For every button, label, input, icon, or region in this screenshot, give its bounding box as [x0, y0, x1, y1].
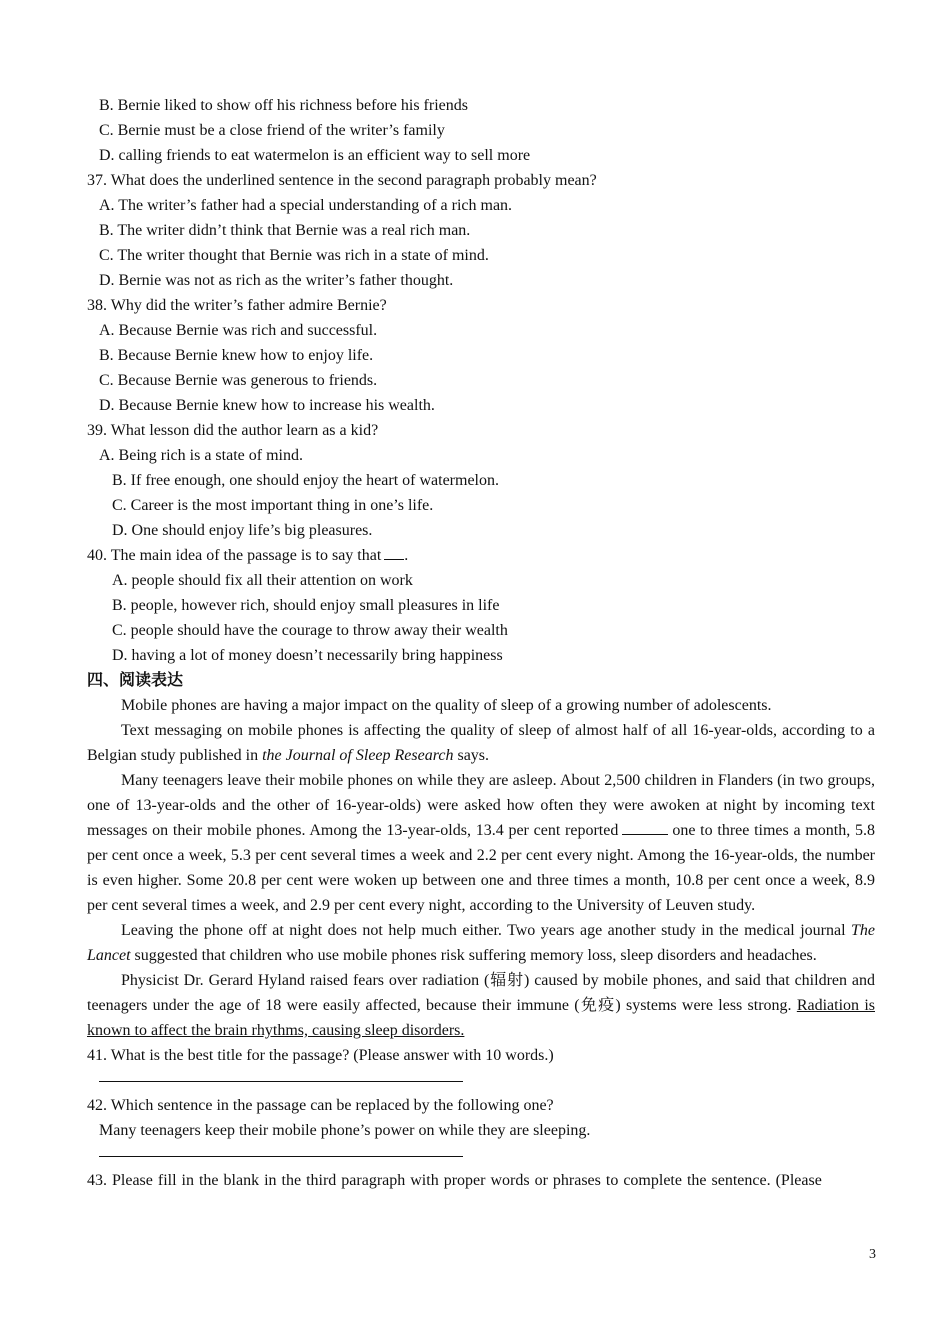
paragraph-4-text: Leaving the phone off at night does not help much either. Two years age another study in the medical journal: [121, 922, 851, 939]
document-page: [87, 93, 875, 1193]
passage-paragraph-2: [87, 718, 875, 768]
q40-question-end: .: [404, 547, 409, 564]
journal-title: the Journal of Sleep Research: [262, 747, 454, 764]
passage-paragraph-4: [87, 918, 875, 968]
passage-paragraph-3: [87, 768, 875, 918]
q40-option-b: B. people, however rich, should enjoy small pleasures in life: [112, 597, 500, 614]
q40-blank: [384, 545, 404, 560]
q37-question: 37. What does the underlined sentence in the second paragraph probably mean?: [87, 172, 597, 189]
q36-option-b: B. Bernie liked to show off his richness before his friends: [99, 97, 468, 114]
q38-option-a: A. Because Bernie was rich and successful.: [99, 322, 378, 339]
q36-option-c: C. Bernie must be a close friend of the writer’s family: [99, 122, 445, 139]
q38-option-c: C. Because Bernie was generous to friends.: [99, 372, 378, 389]
journal-title-lancet: The Lancet: [87, 922, 875, 964]
q40-option-c: C. people should have the courage to throw away their wealth: [112, 622, 508, 639]
paragraph-3-text: Many teenagers leave their mobile phones on while they are asleep. About 2,500 children in Flanders (in two groups, one of 13-year-olds and the other of 16-year-olds) were asked how often they were awoken at night by incoming text messages on their mobile phones. Among the 13-year-olds, 13.4 per cent reported: [87, 772, 875, 839]
paragraph-2-text: Text messaging on mobile phones is affecting the quality of sleep of almost half of all 16-year-olds, according to a Belgian study published in: [87, 722, 875, 764]
q37-option-a: A. The writer’s father had a special understanding of a rich man.: [99, 197, 513, 214]
q38-option-d: D. Because Bernie knew how to increase his wealth.: [99, 397, 435, 414]
q39-option-b: B. If free enough, one should enjoy the heart of watermelon.: [112, 472, 499, 489]
paragraph-4-text-end: suggested that children who use mobile phones risk suffering memory loss, sleep disorders and headaches.: [130, 947, 817, 964]
q42-question: 42. Which sentence in the passage can be replaced by the following one?: [87, 1097, 554, 1114]
q40-option-a: A. people should fix all their attention on work: [112, 572, 413, 589]
section-heading: 四、阅读表达: [87, 672, 184, 689]
q42-sentence: Many teenagers keep their mobile phone’s power on while they are sleeping.: [99, 1122, 591, 1139]
q38-option-b: B. Because Bernie knew how to enjoy life.: [99, 347, 374, 364]
q40-question-text: 40. The main idea of the passage is to say that: [87, 547, 382, 564]
fill-in-blank: [622, 820, 668, 835]
q37-option-b: B. The writer didn’t think that Bernie was a real rich man.: [99, 222, 471, 239]
passage-paragraph-5: [87, 968, 875, 1043]
passage-paragraph-1: Mobile phones are having a major impact on the quality of sleep of a growing number of adolescents.: [121, 697, 772, 714]
underlined-sentence: Radiation is known to affect the brain rhythms, causing sleep disorders.: [87, 997, 875, 1039]
q36-option-d: D. calling friends to eat watermelon is an efficient way to sell more: [99, 147, 531, 164]
q39-option-c: C. Career is the most important thing in one’s life.: [112, 497, 434, 514]
page-number: 3: [869, 1247, 876, 1262]
q43-question: 43. Please fill in the blank in the third paragraph with proper words or phrases to complete the sentence. (Please: [87, 1172, 822, 1189]
q39-option-a: A. Being rich is a state of mind.: [99, 447, 303, 464]
paragraph-5-text: Physicist Dr. Gerard Hyland raised fears over radiation (辐射) caused by mobile phones, and said that children and teenagers under the age of 18 were easily affected, because their immune (免疫) systems were less strong.: [87, 972, 875, 1014]
q41-answer-line: [87, 1068, 875, 1093]
q42-answer-line: [87, 1143, 875, 1168]
q38-question: 38. Why did the writer’s father admire Bernie?: [87, 297, 387, 314]
q39-question: 39. What lesson did the author learn as a kid?: [87, 422, 379, 439]
q40-question: [87, 543, 875, 568]
q39-option-d: D. One should enjoy life’s big pleasures.: [112, 522, 373, 539]
paragraph-3-text-end: one to three times a month, 5.8 per cent once a week, 5.3 per cent several times a week and 2.2 per cent every night. Among the 16-year-olds, the number is even higher. Some 20.8 per cent were woken up between one and three times a month, 10.8 per cent once a week, 8.9 per cent several times a week, and 2.9 per cent every night, according to the University of Leuven study.: [87, 822, 875, 914]
q37-option-c: C. The writer thought that Bernie was rich in a state of mind.: [99, 247, 489, 264]
q37-option-d: D. Bernie was not as rich as the writer’s father thought.: [99, 272, 454, 289]
q40-option-d: D. having a lot of money doesn’t necessarily bring happiness: [112, 647, 503, 664]
paragraph-2-text-end: says.: [453, 747, 490, 764]
q41-question: 41. What is the best title for the passage? (Please answer with 10 words.): [87, 1047, 554, 1064]
